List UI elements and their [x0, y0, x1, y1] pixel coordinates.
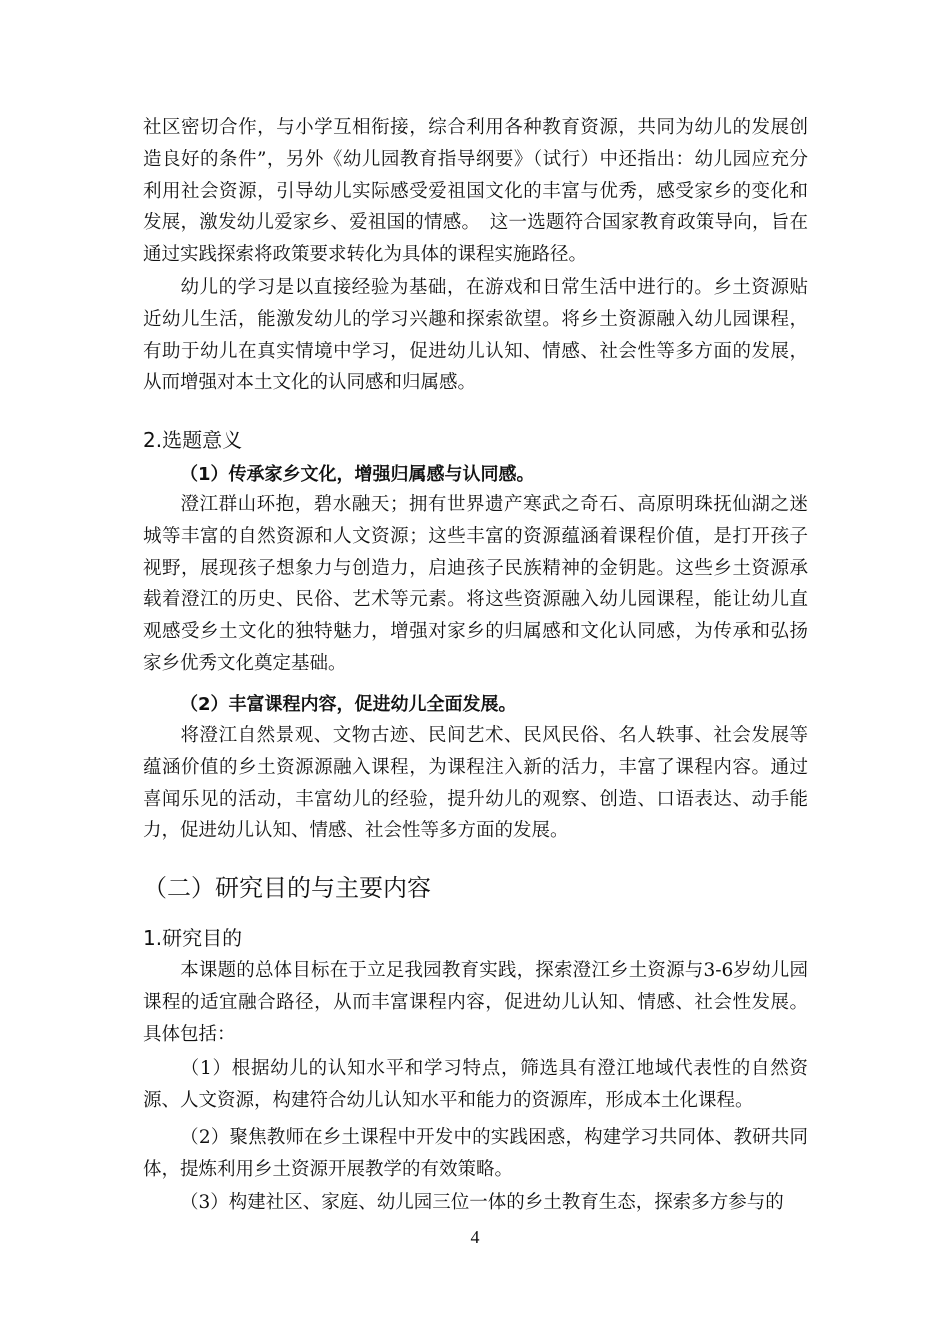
- paragraph-curriculum: [143, 720, 808, 847]
- heading-significance: 2.选题意义: [143, 428, 243, 452]
- list-item-3: [143, 1187, 808, 1219]
- list-item-2-text: （2）聚焦教师在乡土课程中开发中的实践困惑，构建学习共同体、教研共同体，提炼利用乡土资源开展教学的有效策略。: [143, 1127, 808, 1180]
- list-item-1-text: （1）根据幼儿的认知水平和学习特点，筛选具有澄江地域代表性的自然资源、人文资源，构建符合幼儿认知水平和能力的资源库，形成本土化课程。: [143, 1058, 808, 1111]
- heading-purpose: 1.研究目的: [143, 926, 243, 950]
- paragraph-heritage: [143, 489, 808, 680]
- paragraph-heritage-text: 澄江群山环抱，碧水融天；拥有世界遗产寒武之奇石、高原明珠抚仙湖之迷城等丰富的自然资源和人文资源；这些丰富的资源蕴涵着课程价值，是打开孩子视野，展现孩子想象力与创造力，启迪孩子民族精神的金钥匙。这些乡土资源承载着澄江的历史、民俗、艺术等元素。将这些资源融入幼儿园课程，能让幼儿直观感受乡土文化的独特魅力，增强对家乡的归属感和文化认同感，为传承和弘扬家乡优秀文化奠定基础。: [143, 494, 808, 674]
- list-item-3-text: （3）构建社区、家庭、幼儿园三位一体的乡土教育生态，探索多方参与的: [180, 1192, 784, 1213]
- list-item-2: [143, 1122, 808, 1186]
- list-item-1: [143, 1053, 808, 1117]
- paragraph-purpose: [143, 955, 808, 1050]
- paragraph-learning: [143, 272, 808, 399]
- paragraph-curriculum-text: 将澄江自然景观、文物古迹、民间艺术、民风民俗、名人轶事、社会发展等蕴涵价值的乡土资源源融入课程，为课程注入新的活力，丰富了课程内容。通过喜闻乐见的活动，丰富幼儿的经验，提升幼儿的观察、创造、口语表达、动手能力，促进幼儿认知、情感、社会性等多方面的发展。: [143, 725, 808, 842]
- page-number: 4: [470, 1227, 480, 1247]
- section-title: （二）研究目的与主要内容: [143, 874, 431, 902]
- paragraph-purpose-text: 本课题的总体目标在于立足我园教育实践，探索澄江乡土资源与3-6岁幼儿园课程的适宜融合路径，从而丰富课程内容，促进幼儿认知、情感、社会性发展。具体包括：: [143, 960, 808, 1045]
- paragraph-intro-continued: 社区密切合作，与小学互相衔接，综合利用各种教育资源，共同为幼儿的发展创造良好的条件”，另外《幼儿园教育指导纲要》（试行）中还指出：幼儿园应充分利用社会资源，引导幼儿实际感受爱祖国文化的丰富与优秀，感受家乡的变化和发展，激发幼儿爱家乡、爱祖国的情感。 这一选题符合国家教育政策导向，旨在通过实践探索将政策要求转化为具体的课程实施路径。: [143, 117, 808, 266]
- paragraph-learning-text: 幼儿的学习是以直接经验为基础，在游戏和日常生活中进行的。乡土资源贴近幼儿生活，能激发幼儿的学习兴趣和探索欲望。将乡土资源融入幼儿园课程，有助于幼儿在真实情境中学习，促进幼儿认知、情感、社会性等多方面的发展，从而增强对本土文化的认同感和归属感。: [143, 277, 808, 394]
- subheading-curriculum: （2）丰富课程内容，促进幼儿全面发展。: [180, 694, 517, 715]
- subheading-heritage: （1）传承家乡文化，增强归属感与认同感。: [180, 464, 535, 485]
